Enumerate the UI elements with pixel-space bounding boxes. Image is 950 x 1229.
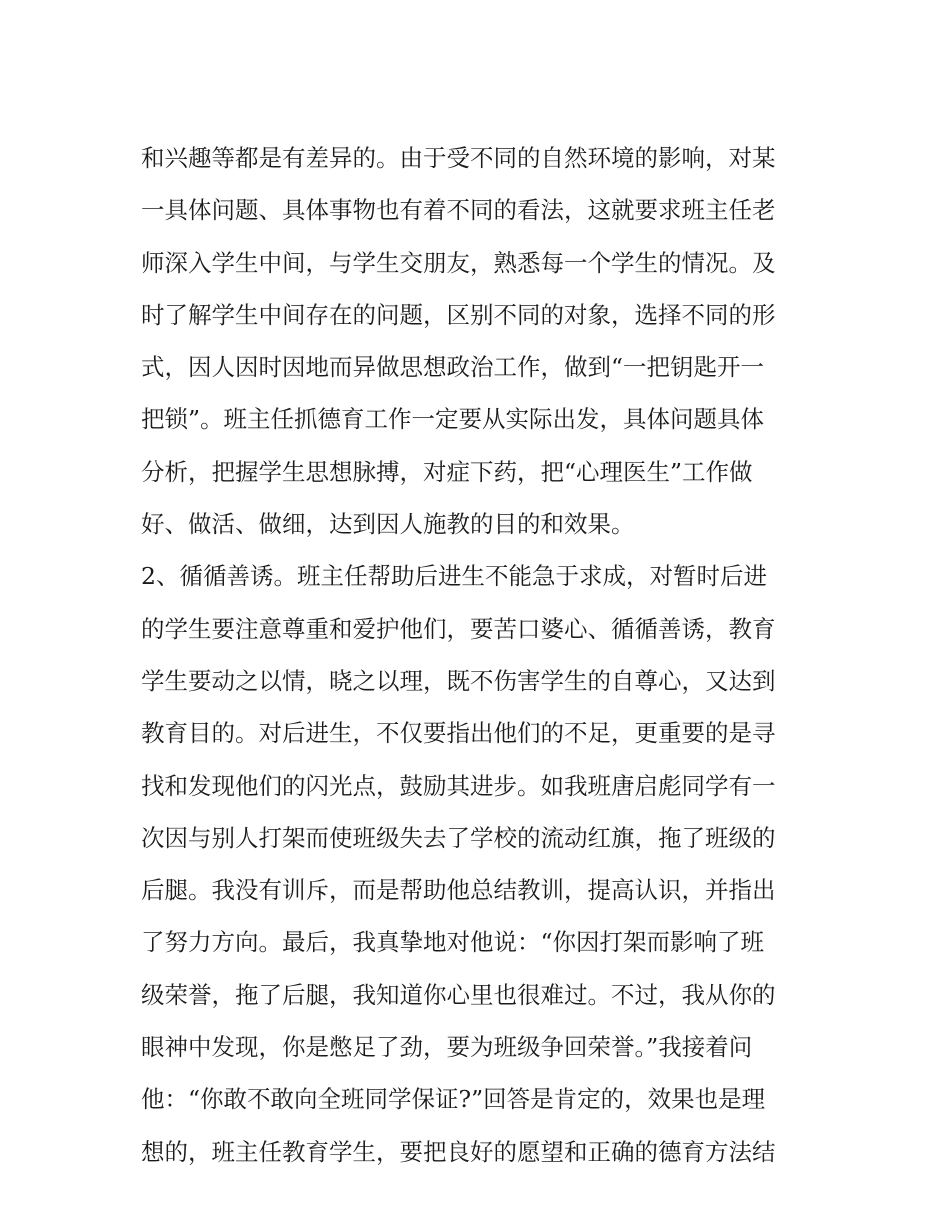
text-line: 师深入学生中间，与学生交朋友，熟悉每一个学生的情况。及 (141, 248, 776, 277)
text-line: 他：“你敢不敢向全班同学保证?”回答是肯定的，效果也是理 (141, 1085, 766, 1114)
text-line: 想的，班主任教育学生，要把良好的愿望和正确的德育方法结 (141, 1137, 776, 1166)
text-line: 学生要动之以情，晓之以理，既不伤害学生的自尊心，又达到 (141, 666, 776, 695)
text-line: 时了解学生中间存在的问题，区别不同的对象，选择不同的形 (141, 300, 776, 329)
text-line: 分析，把握学生思想脉搏，对症下药，把“心理医生”工作做 (141, 457, 753, 486)
text-line: 次因与别人打架而使班级失去了学校的流动红旗，拖了班级的 (141, 823, 776, 852)
body-text (141, 132, 821, 1178)
text-line: 把锁”。班主任抓德育工作一定要从实际出发，具体问题具体 (141, 405, 765, 434)
text-line: 眼神中发现，你是憋足了劲，要为班级争回荣誉。”我接着问 (141, 1033, 753, 1062)
text-line: 一具体问题、具体事物也有着不同的看法，这就要求班主任老 (141, 196, 776, 225)
text-line: 了努力方向。最后，我真挚地对他说：“你因打架而影响了班 (141, 928, 765, 957)
text-line: 找和发现他们的闪光点，鼓励其进步。如我班唐启彪同学有一 (141, 771, 776, 800)
text-line: 级荣誉，拖了后腿，我知道你心里也很难过。不过，我从你的 (141, 980, 776, 1009)
text-line: 式，因人因时因地而异做思想政治工作，做到“一把钥匙开一 (141, 353, 765, 382)
text-line: 教育目的。对后进生，不仅要指出他们的不足，更重要的是寻 (141, 719, 776, 748)
text-line: 2、循循善诱。班主任帮助后进生不能急于求成，对暂时后进 (141, 562, 767, 591)
text-line: 好、做活、做细，达到因人施教的目的和效果。 (141, 510, 635, 539)
text-line: 和兴趣等都是有差异的。由于受不同的自然环境的影响，对某 (141, 144, 776, 172)
text-line: 的学生要注意尊重和爱护他们，要苦口婆心、循循善诱，教育 (141, 614, 776, 643)
text-line: 后腿。我没有训斥，而是帮助他总结教训，提高认识，并指出 (141, 876, 776, 905)
